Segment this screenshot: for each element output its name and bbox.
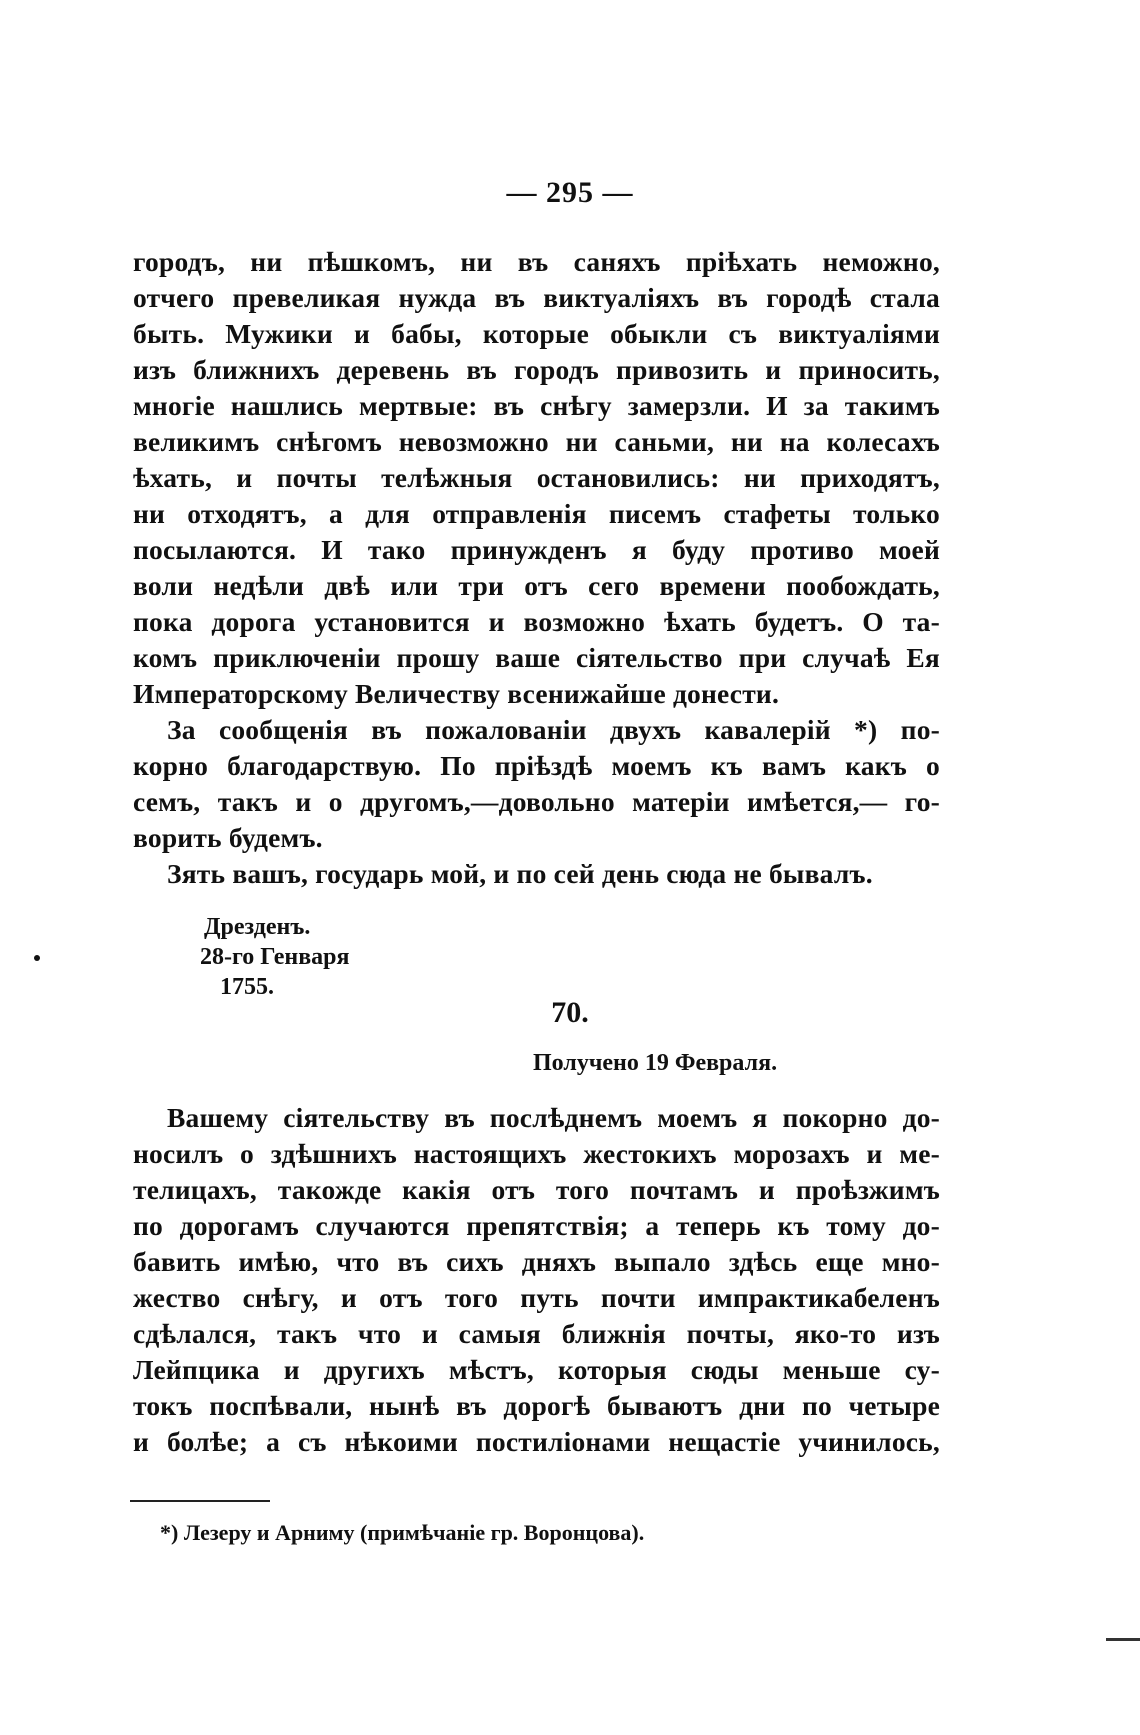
- text-line: и болѣе; а съ нѣкоими постиліонами нещастіе учинилось,: [133, 1426, 940, 1457]
- text-line: Лейпцика и другихъ мѣстъ, которыя сюды меньше су-: [133, 1354, 940, 1385]
- text-line: Зять вашъ, государь мой, и по сей день сюда не бывалъ.: [167, 858, 873, 889]
- text-block-lower: [133, 1100, 940, 1460]
- text-line: жество снѣгу, и отъ того путь почти импрактикабеленъ: [133, 1282, 940, 1313]
- text-line: комъ приключеніи прошу ваше сіятельство при случаѣ Ея: [133, 642, 940, 673]
- signoff-date: 28-го Генваря: [200, 944, 350, 970]
- text-line: быть. Мужики и бабы, которые обыкли съ виктуаліями: [133, 318, 940, 349]
- text-line: сдѣлался, такъ что и самыя ближнія почты, яко-то изъ: [133, 1318, 940, 1349]
- signoff-place: Дрезденъ.: [204, 914, 311, 940]
- text-line: посылаются. И тако принужденъ я буду противо моей: [133, 534, 940, 565]
- text-line: Вашему сіятельству въ послѣднемъ моемъ я покорно до-: [167, 1102, 940, 1133]
- text-line: корно благодарствую. По пріѣздѣ моемъ къ вамъ какъ о: [133, 750, 940, 781]
- letter-signoff: [200, 912, 350, 1002]
- footnote: *) Лезеру и Арниму (примѣчаніе гр. Воронцова).: [160, 1520, 645, 1545]
- letter-number: 70.: [551, 996, 589, 1029]
- margin-dash: [1106, 1638, 1140, 1641]
- text-line: токъ поспѣвали, нынѣ въ дорогѣ бываютъ дни по четыре: [133, 1390, 940, 1421]
- text-line: городъ, ни пѣшкомъ, ни въ саняхъ пріѣхать неможно,: [133, 246, 940, 277]
- text-line: ѣхать, и почты телѣжныя остановились: ни приходятъ,: [133, 462, 940, 493]
- text-line: Императорскому Величеству всенижайше донести.: [133, 678, 780, 709]
- page-number: — 295 —: [506, 176, 634, 209]
- text-line: изъ ближнихъ деревень въ городъ привозить и приносить,: [133, 354, 940, 385]
- text-line: великимъ снѣгомъ невозможно ни саньми, ни на колесахъ: [133, 426, 940, 457]
- margin-dot: [34, 955, 40, 961]
- text-line: семъ, такъ и о другомъ,—довольно матеріи имѣется,— го-: [133, 786, 940, 817]
- text-line: по дорогамъ случаются препятствія; а теперь къ тому до-: [133, 1210, 940, 1241]
- text-line: воли недѣли двѣ или три отъ сего времени пообождать,: [133, 570, 940, 601]
- text-line: телицахъ, такожде какія отъ того почтамъ и проѣзжимъ: [133, 1174, 940, 1205]
- footnote-rule: [130, 1500, 270, 1502]
- text-line: За сообщенія въ пожалованіи двухъ кавалерій *) по-: [167, 714, 940, 745]
- text-line: ни отходятъ, а для отправленія писемъ стафеты только: [133, 498, 940, 529]
- text-line: ворить будемъ.: [133, 822, 323, 853]
- text-line: носилъ о здѣшнихъ настоящихъ жестокихъ морозахъ и ме-: [133, 1138, 940, 1169]
- text-line: многіе нашлись мертвые: въ снѣгу замерзли. И за такимъ: [133, 390, 940, 421]
- text-block-upper: [133, 244, 940, 892]
- signoff-year: 1755.: [220, 974, 274, 1000]
- text-line: бавить имѣю, что въ сихъ дняхъ выпало здѣсь еще мно-: [133, 1246, 940, 1277]
- received-note: Получено 19 Февраля.: [533, 1050, 778, 1076]
- text-line: отчего превеликая нужда въ виктуаліяхъ въ городѣ стала: [133, 282, 940, 313]
- text-line: пока дорога установится и возможно ѣхать будетъ. О та-: [133, 606, 940, 637]
